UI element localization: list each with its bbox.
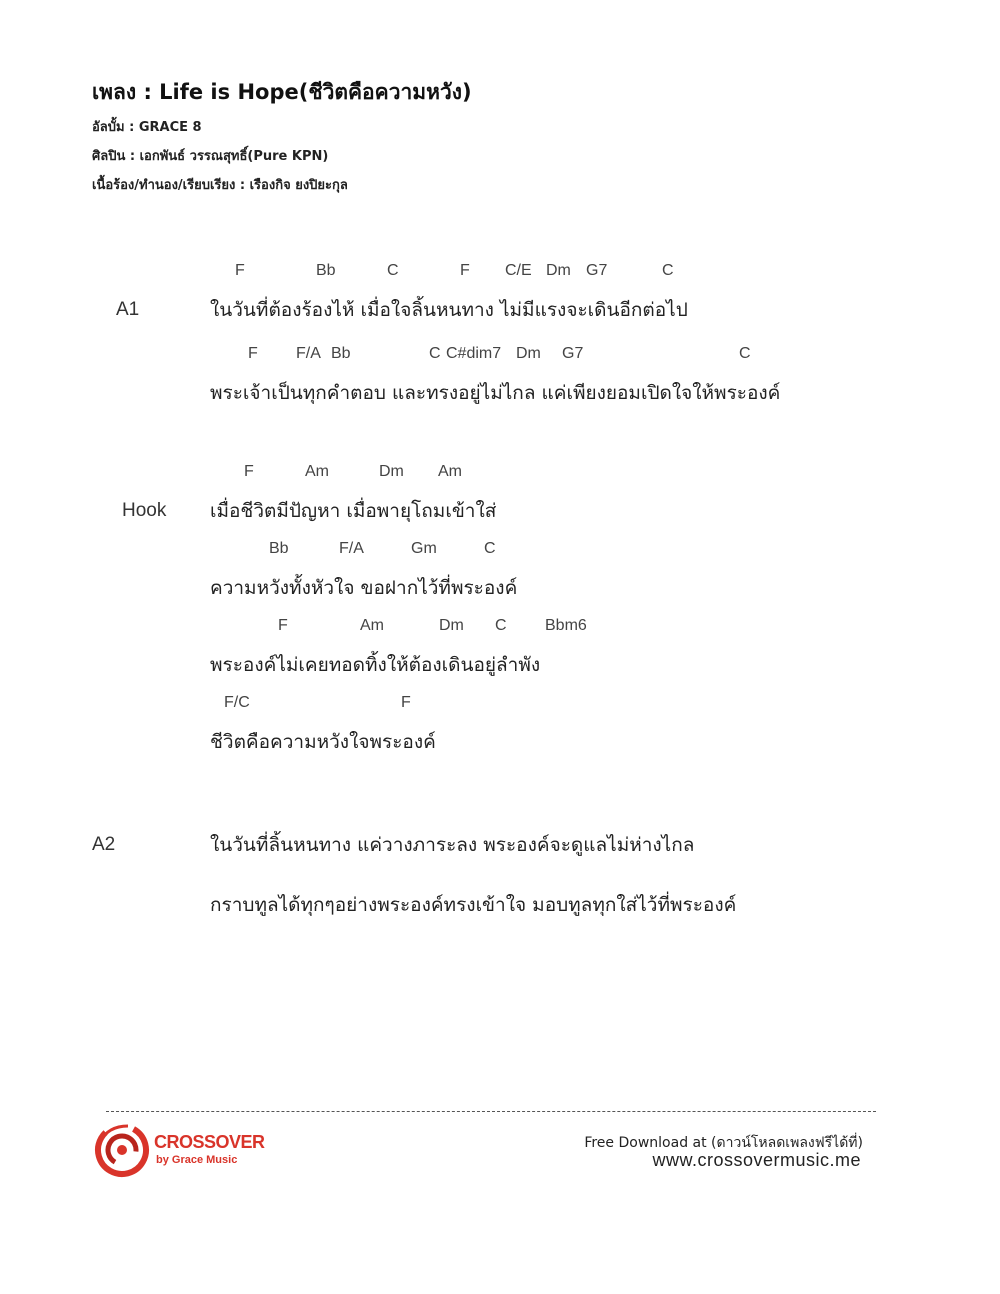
chord: F/C <box>224 694 250 711</box>
chord: Bb <box>331 345 351 362</box>
chord: Am <box>438 463 462 480</box>
a1-line2-lyric: พระเจ้าเป็นทุกคำตอบ และทรงอยู่ไม่ไกล แค่เพียงยอมเปิดใจให้พระองค์ <box>210 382 781 404</box>
brand-subtitle: by Grace Music <box>156 1154 238 1166</box>
download-text: Free Download at (ดาวน์โหลดเพลงฟรีได้ที่) <box>584 1135 863 1151</box>
chord: C#dim7 <box>446 345 502 362</box>
section-label-hook: Hook <box>122 500 167 521</box>
chord: F/A <box>339 540 364 557</box>
chord: Dm <box>379 463 404 480</box>
a1-line1-lyric: ในวันที่ต้องร้องไห้ เมื่อใจลิ้นหนทาง ไม่มีแรงจะเดินอีกต่อไป <box>210 299 688 321</box>
hook-line1-lyric: เมื่อชีวิตมีปัญหา เมื่อพายุโถมเข้าใส่ <box>210 500 497 522</box>
chord: C <box>739 345 751 362</box>
credits-info: เนื้อร้อง/ทำนอง/เรียบเรียง : เรืองกิจ ยงปิยะกุล <box>92 178 348 193</box>
chord: Dm <box>516 345 541 362</box>
chord: F <box>235 262 245 279</box>
chord: F <box>401 694 411 711</box>
website-link[interactable]: www.crossovermusic.me <box>652 1150 861 1170</box>
chord: Dm <box>546 262 571 279</box>
chord: C <box>387 262 399 279</box>
crossover-swirl-logo-icon <box>94 1122 150 1178</box>
chord: F/A <box>296 345 321 362</box>
chord: G7 <box>586 262 608 279</box>
chord: Bb <box>269 540 289 557</box>
section-label-a2: A2 <box>92 834 116 855</box>
hook-line3-lyric: พระองค์ไม่เคยทอดทิ้งให้ต้องเดินอยู่ลำพัง <box>210 654 541 676</box>
album-info: อัลบั้ม : GRACE 8 <box>92 120 202 135</box>
a2-line2-lyric: กราบทูลได้ทุกๆอย่างพระองค์ทรงเข้าใจ มอบทูลทุกใส่ไว้ที่พระองค์ <box>210 894 737 916</box>
hook-line2-lyric: ความหวังทั้งหัวใจ ขอฝากไว้ที่พระองค์ <box>210 577 518 599</box>
chord: F <box>248 345 258 362</box>
section-label-a1: A1 <box>116 299 140 320</box>
chord: F <box>278 617 288 634</box>
chord: F <box>460 262 470 279</box>
footer-divider <box>106 1111 876 1112</box>
chord: Bbm6 <box>545 617 587 634</box>
chord: C <box>429 345 441 362</box>
brand-name: CROSSOVER <box>154 1132 265 1152</box>
chord: Am <box>360 617 384 634</box>
chord: C <box>484 540 496 557</box>
hook-line4-lyric: ชีวิตคือความหวังใจพระองค์ <box>210 731 436 753</box>
chord: G7 <box>562 345 584 362</box>
chord: Gm <box>411 540 437 557</box>
chord: C <box>662 262 674 279</box>
a2-line1-lyric: ในวันที่ลิ้นหนทาง แค่วางภาระลง พระองค์จะดูแลไม่ห่างไกล <box>210 834 695 856</box>
chord: Am <box>305 463 329 480</box>
chord: Dm <box>439 617 464 634</box>
artist-info: ศิลปิน : เอกพันธ์ วรรณสุทธิ์(Pure KPN) <box>92 149 329 164</box>
chord: Bb <box>316 262 336 279</box>
chord: C <box>495 617 507 634</box>
song-title: เพลง : Life is Hope(ชีวิตคือความหวัง) <box>92 80 472 104</box>
chord: C/E <box>505 262 532 279</box>
chord: F <box>244 463 254 480</box>
